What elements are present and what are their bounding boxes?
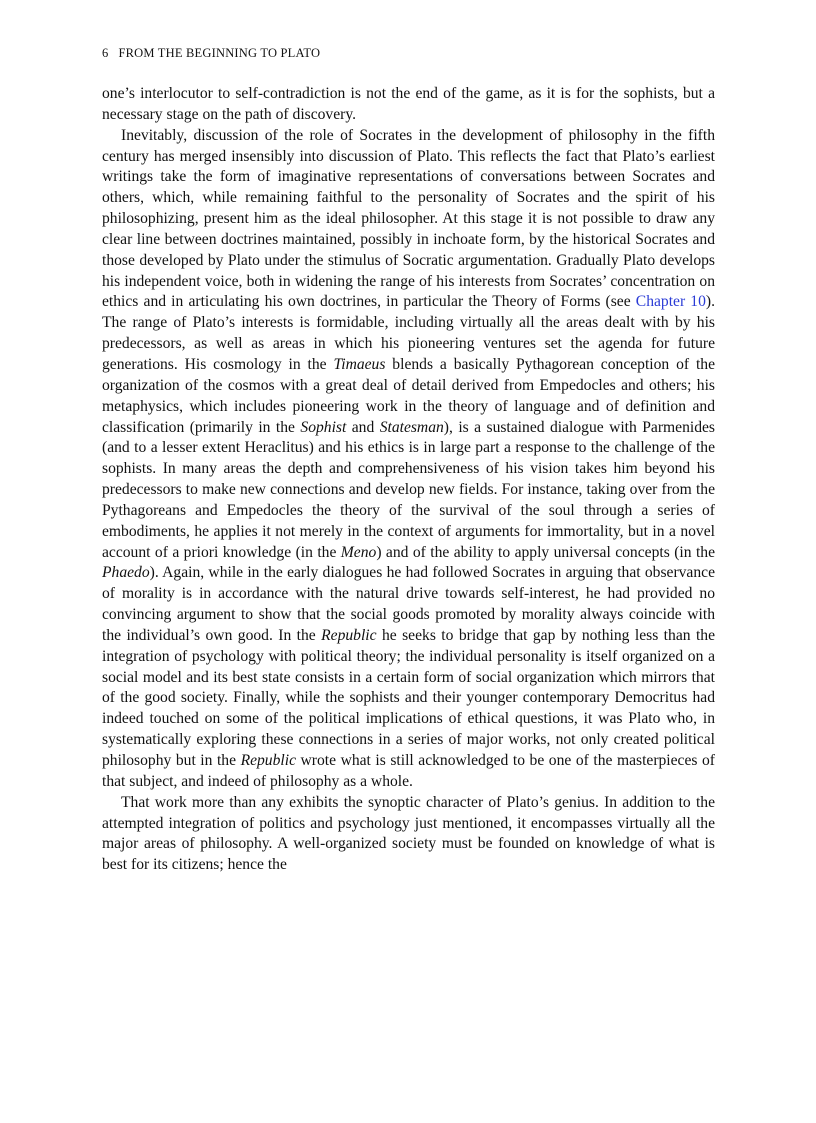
paragraph <box>102 84 715 126</box>
italic-title: Timaeus <box>333 355 386 373</box>
page-number: 6 <box>102 46 109 60</box>
text-run: ). The range of Plato’s interests is formidable, including virtually all the areas dealt with by his predecessors, as well as areas in which his pioneering ventures set the agenda for future generations. His cosmology in the <box>102 293 715 373</box>
italic-title: Republic <box>321 626 377 644</box>
italic-title: Meno <box>340 543 377 561</box>
running-header <box>102 44 715 62</box>
paragraph <box>102 126 715 793</box>
text-run: Inevitably, discussion of the role of Socrates in the development of philosophy in the fifth century has merged insensibly into discussion of Plato. This reflects the fact that Plato’s earliest writings take the form of imaginative representations of conversations between Socrates and others, which, while remaining faithful to the personality of Socrates and the spirit of his philosophizing, present him as the ideal philosopher. At this stage it is not possible to draw any clear line between doctrines maintained, possibly in inchoate form, by the historical Socrates and those developed by Plato under the stimulus of Socratic argumentation. Gradually Plato develops his independent voice, both in widening the range of his interests from Socrates’ concentration on ethics and in articulating his own doctrines, in particular the Theory of Forms (see <box>102 126 715 311</box>
text-run: he seeks to bridge that gap by nothing less than the integration of psychology with political theory; the individual personality is itself organized on a social model and its best state consists in a certain form of social organization which mirrors that of the good society. Finally, while the sophists and their younger contemporary Democritus had indeed touched on some of the political implications of ethical questions, it was Plato who, in systematically exploring these connections in a series of major works, not only created political philosophy but in the <box>102 626 715 769</box>
paragraph <box>102 793 715 876</box>
text-run: That work more than any exhibits the synoptic character of Plato’s genius. In addition to the attempted integration of politics and psychology just mentioned, it encompasses virtually all the major areas of philosophy. A well-organized society must be founded on knowledge of what is best for its citizens; hence the <box>102 793 715 874</box>
italic-title: Sophist <box>300 418 347 436</box>
text-run: blends a basically Pythagorean conception of the organization of the cosmos with a great deal of detail derived from Empedocles and others; his metaphysics, which includes pioneering work in the theory of language and of definition and classification (primarily in the <box>102 355 716 436</box>
text-run: ). Again, while in the early dialogues he had followed Socrates in arguing that observance of morality is in accordance with the natural drive towards self-interest, he had provided no convincing argument to show that the social goods promoted by morality always coincide with the individual’s own good. In the <box>102 564 715 644</box>
body-text <box>102 84 715 876</box>
italic-title: Republic <box>240 752 296 769</box>
text-run: wrote what is still acknowledged to be one of the masterpieces of that subject, and indeed of philosophy as a whole. <box>102 752 715 790</box>
text-run: one’s interlocutor to self-contradiction is not the end of the game, as it is for the sophists, but a necessary stage on the path of discovery. <box>102 85 715 123</box>
chapter-link[interactable]: Chapter 10 <box>635 293 706 311</box>
text-run: and <box>346 418 380 436</box>
text-run: ) and of the ability to apply universal concepts (in the <box>376 543 715 561</box>
text-run: ), is a sustained dialogue with Parmenides (and to a lesser extent Heraclitus) and his ethics is in large part a response to the challenge of the sophists. In many areas the depth and comprehensiveness of his vision takes him beyond his predecessors to make new connections and develop new fields. For instance, taking over from the Pythagoreans and Empedocles the theory of the survival of the soul through a series of embodiments, he applies it not merely in the context of arguments for immortality, but in a novel account of a priori knowledge (in the <box>102 418 715 561</box>
italic-title: Phaedo <box>102 564 150 582</box>
book-page <box>102 44 715 876</box>
running-title: FROM THE BEGINNING TO PLATO <box>118 46 321 60</box>
italic-title: Statesman <box>379 418 444 436</box>
